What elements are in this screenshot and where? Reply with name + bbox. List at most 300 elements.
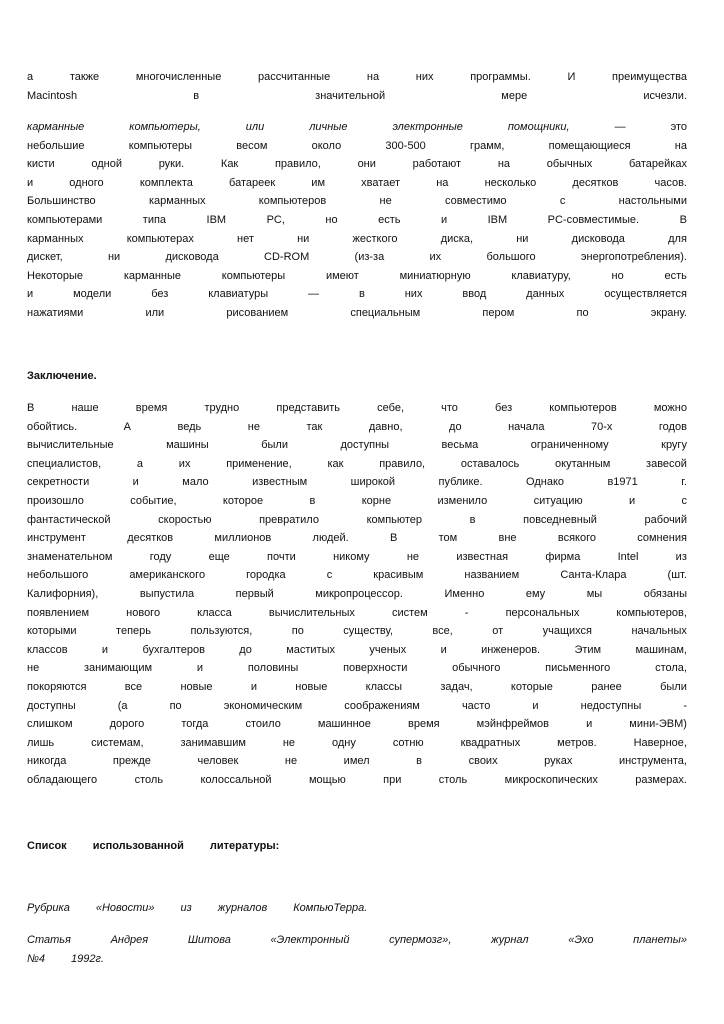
word: начала — [508, 420, 545, 433]
word: письменного — [545, 662, 611, 675]
reference-item-1 — [27, 899, 687, 918]
word: Именно — [444, 587, 485, 600]
word: годов — [658, 420, 687, 433]
word: появлением — [27, 606, 90, 619]
word: хватает — [361, 176, 401, 189]
word: завесой — [646, 457, 687, 470]
word: десятков — [572, 176, 619, 189]
word: без — [151, 288, 169, 301]
word: специальным — [350, 306, 421, 319]
word: экрану. — [650, 306, 687, 319]
word: и — [440, 643, 447, 656]
word: Рубрика — [27, 902, 70, 914]
word: были — [261, 439, 288, 452]
word: и — [250, 680, 257, 693]
word: так — [306, 420, 323, 433]
text-line — [27, 931, 687, 950]
word: в — [358, 288, 365, 301]
word: себе, — [377, 402, 405, 414]
word: г. — [681, 476, 687, 489]
word: клавиатуру, — [511, 269, 571, 282]
word: вычислительных — [268, 606, 355, 619]
word: тогда — [181, 718, 209, 731]
word: ограниченному — [530, 439, 609, 452]
word: изменило — [437, 494, 488, 507]
word: и — [27, 176, 34, 189]
word: в — [309, 494, 316, 507]
word: В — [27, 402, 35, 414]
word: названием — [464, 569, 520, 582]
word: (а — [117, 699, 128, 712]
word: занимающим — [84, 662, 153, 675]
word: ему — [525, 587, 546, 600]
word: Intel — [617, 550, 639, 563]
word: PC, — [266, 213, 285, 226]
word: помещающиеся — [548, 139, 631, 152]
word: все — [124, 680, 143, 693]
word: первый — [235, 587, 274, 600]
word: Статья — [27, 934, 71, 946]
text-line — [27, 174, 687, 193]
word: представить — [276, 402, 341, 414]
text-line — [27, 697, 687, 716]
word: кисти — [27, 158, 55, 171]
word: также — [69, 71, 100, 83]
text-line — [27, 492, 687, 511]
word: доступны — [27, 699, 76, 712]
word: в — [416, 755, 422, 768]
word: обладающего — [27, 773, 98, 786]
word: выпустила — [139, 587, 195, 600]
word: и — [196, 662, 204, 675]
word: десятков — [127, 532, 174, 545]
word: машинное — [317, 718, 371, 731]
word: руки. — [158, 158, 185, 171]
word: журналов — [217, 902, 268, 914]
word: на — [436, 176, 449, 189]
word: (шт. — [667, 569, 687, 582]
word: помощники, — [507, 121, 570, 133]
word: миниатюрную — [399, 269, 471, 282]
word: работают — [412, 158, 462, 171]
word: ни — [516, 232, 529, 245]
word: ввод — [462, 288, 487, 301]
word: не — [406, 550, 420, 563]
word: занимавшим — [180, 736, 246, 749]
word: обойтись. — [27, 420, 78, 433]
word: (из-за — [354, 251, 385, 264]
word: новые — [295, 680, 328, 693]
word: имеют — [325, 269, 359, 282]
word: для — [668, 232, 687, 245]
word: не — [284, 755, 298, 768]
word: Некоторые — [27, 269, 84, 282]
word: мини-ЭВМ) — [629, 718, 687, 731]
word: корне — [361, 494, 392, 507]
word: мало — [182, 476, 209, 489]
word: И — [567, 71, 576, 83]
word: правило, — [274, 158, 321, 171]
word: им — [311, 176, 326, 189]
text-line — [27, 585, 687, 604]
word: преимущества — [612, 71, 687, 83]
word: часто — [461, 699, 491, 712]
text-line — [27, 155, 687, 174]
word: но — [611, 269, 624, 282]
word: А — [123, 420, 132, 433]
word: компьютеры, — [129, 121, 201, 133]
word: Однако — [526, 476, 564, 489]
word: комплекта — [139, 176, 193, 189]
word: - — [683, 699, 687, 712]
word: году — [149, 550, 172, 563]
word: дисковода — [571, 232, 625, 245]
word: что — [441, 402, 458, 414]
word: инженеров. — [481, 643, 541, 656]
word: класса — [197, 606, 232, 619]
word: клавиатуры — [208, 288, 269, 301]
word: компьютеры — [221, 269, 286, 282]
word: «Новости» — [95, 902, 155, 914]
word: компьютеров — [549, 402, 617, 414]
word: применение, — [226, 457, 292, 470]
word: В — [390, 532, 398, 545]
word: весьма — [441, 439, 479, 452]
word: нет — [237, 232, 254, 245]
word: по — [169, 699, 182, 712]
word: при — [383, 773, 402, 786]
word: ученых — [369, 643, 407, 656]
word: карманных — [27, 232, 84, 245]
word: систем — [391, 606, 428, 619]
word: 300-500 — [385, 139, 426, 152]
word: слишком — [27, 718, 73, 731]
word: осуществляется — [604, 288, 687, 301]
word: них — [404, 288, 423, 301]
word: из — [675, 550, 687, 563]
word: известным — [252, 476, 308, 489]
word: рисованием — [226, 306, 289, 319]
word: а — [27, 71, 34, 83]
word: по — [576, 306, 589, 319]
text-line — [27, 118, 687, 137]
word: метров. — [557, 736, 597, 749]
word: электронные — [392, 121, 463, 133]
word: нового — [126, 606, 161, 619]
word: использованной — [92, 840, 184, 852]
word: задач, — [440, 680, 473, 693]
word: — — [614, 121, 626, 133]
word: фантастической — [27, 513, 111, 526]
word: мэйнфреймов — [476, 718, 550, 731]
word: в — [469, 513, 476, 526]
word: как — [327, 457, 344, 470]
word: скоростью — [158, 513, 212, 526]
word: супермозг», — [389, 934, 452, 946]
word: время — [135, 402, 168, 414]
word: прежде — [112, 755, 151, 768]
word: существу, — [343, 625, 393, 638]
word: фирма — [545, 550, 581, 563]
word: и — [628, 494, 636, 507]
word: мы — [586, 587, 603, 600]
word: сомнения — [637, 532, 687, 545]
word: Калифорния), — [27, 587, 99, 600]
word: — — [308, 288, 320, 301]
word: небольшие — [27, 139, 85, 152]
word: жесткого — [352, 232, 398, 245]
word: рабочий — [644, 513, 687, 526]
word: миллионов — [214, 532, 272, 545]
word: с — [559, 195, 566, 208]
word: батареек — [229, 176, 276, 189]
word: обычного — [452, 662, 501, 675]
word: которое — [222, 494, 264, 507]
word: они — [357, 158, 376, 171]
word: в — [193, 89, 200, 102]
word: колоссальной — [200, 773, 272, 786]
word: типа — [142, 213, 167, 226]
word: размерах. — [635, 773, 687, 786]
word: весом — [236, 139, 268, 152]
text-line — [27, 68, 687, 87]
word: время — [407, 718, 440, 731]
word: превратило — [259, 513, 319, 526]
word: на — [674, 139, 687, 152]
text-line — [27, 436, 687, 455]
text-line — [27, 285, 687, 304]
text-line — [27, 771, 687, 790]
text-line — [27, 267, 687, 286]
word: имел — [343, 755, 370, 768]
text-line — [27, 734, 687, 753]
word: машины — [166, 439, 209, 452]
word: по — [291, 625, 304, 638]
word: ситуацию — [533, 494, 583, 507]
word: батарейках — [628, 158, 687, 171]
word: квадратных — [460, 736, 521, 749]
text-line — [27, 715, 687, 734]
word: системам, — [91, 736, 144, 749]
word: кругу — [661, 439, 687, 452]
word: были — [660, 680, 687, 693]
word: людей. — [312, 532, 349, 545]
word: Наверное, — [633, 736, 687, 749]
word: пользуются, — [190, 625, 253, 638]
word: столь — [438, 773, 468, 786]
text-line — [27, 837, 687, 856]
word: вне — [498, 532, 517, 545]
text-line — [27, 604, 687, 623]
word: красивым — [373, 569, 424, 582]
word: 70-х — [590, 420, 613, 433]
word: мощью — [308, 773, 346, 786]
word: ни — [297, 232, 310, 245]
word: PC-совместимые. — [547, 213, 640, 226]
word: рассчитанные — [258, 71, 331, 83]
word: одной — [91, 158, 122, 171]
word: пером — [482, 306, 515, 319]
word: значительной — [315, 89, 386, 102]
word: трудно — [204, 402, 240, 414]
heading-references — [27, 837, 687, 856]
word: Большинство — [27, 195, 96, 208]
word: и — [440, 213, 448, 226]
word: на — [497, 158, 511, 171]
word: стоило — [245, 718, 281, 731]
word: наше — [71, 402, 99, 414]
word: до — [449, 420, 462, 433]
text-line — [27, 192, 687, 211]
word: все, — [432, 625, 453, 638]
word: личные — [309, 121, 348, 133]
word: окутанным — [555, 457, 611, 470]
word: одного — [69, 176, 104, 189]
word: своих — [468, 755, 498, 768]
word: Этим — [574, 643, 602, 656]
word: компьютерами — [27, 213, 103, 226]
word: компьютеров, — [616, 606, 687, 619]
word: есть — [664, 269, 687, 282]
word: из — [180, 902, 192, 914]
word: грамм, — [470, 139, 505, 152]
text-line — [27, 248, 687, 267]
word: и — [27, 288, 34, 301]
word: событие, — [130, 494, 177, 507]
word: можно — [653, 402, 687, 414]
word: планеты» — [633, 934, 687, 946]
word: ни — [107, 251, 121, 264]
text-line — [27, 566, 687, 585]
word: инструмента, — [618, 755, 687, 768]
paragraph-continuation — [27, 68, 687, 105]
word: 1992г. — [71, 952, 104, 965]
word: В — [679, 213, 687, 226]
word: мере — [501, 89, 528, 102]
word: часов. — [654, 176, 687, 189]
word: половины — [247, 662, 299, 675]
word: литературы: — [209, 840, 280, 852]
word: которые — [510, 680, 553, 693]
text-line — [27, 399, 687, 418]
word: это — [670, 121, 687, 133]
text-line — [27, 418, 687, 437]
word: есть — [378, 213, 401, 226]
word: данных — [526, 288, 565, 301]
word: не — [282, 736, 296, 749]
word: модели — [73, 288, 112, 301]
word: дорого — [109, 718, 145, 731]
word: IBM — [206, 213, 227, 226]
word: знаменательном — [27, 550, 113, 563]
word: теперь — [116, 625, 151, 638]
word: инструмент — [27, 532, 86, 545]
word: человек — [197, 755, 239, 768]
word: экономическим — [223, 699, 303, 712]
word: ведь — [177, 420, 202, 433]
word: до — [239, 643, 252, 656]
word: энергопотребления). — [580, 251, 687, 264]
word: но — [325, 213, 338, 226]
text-line — [27, 899, 687, 918]
word: дисковода — [165, 251, 219, 264]
word: и — [586, 718, 593, 731]
word: нажатиями — [27, 306, 84, 319]
word: произошло — [27, 494, 84, 507]
word: поверхности — [343, 662, 408, 675]
word: оставалось — [460, 457, 520, 470]
word: микропроцессор. — [315, 587, 403, 600]
word: давно, — [368, 420, 403, 433]
word: около — [311, 139, 342, 152]
text-line — [27, 455, 687, 474]
word: обычных — [546, 158, 593, 171]
text-line — [27, 473, 687, 492]
word: не — [379, 195, 392, 208]
word: Санта-Клара — [560, 569, 627, 582]
word: а — [136, 457, 144, 470]
word: лишь — [27, 736, 55, 749]
word: классов — [27, 643, 68, 656]
word: покоряются — [27, 680, 87, 693]
word: их — [429, 251, 442, 264]
word: не — [27, 662, 40, 675]
word: карманные — [123, 269, 181, 282]
word: диска, — [440, 232, 474, 245]
word: КомпьюТерра. — [293, 902, 368, 914]
word: маститых — [286, 643, 335, 656]
word: карманные — [27, 121, 85, 133]
word: компьютерах — [126, 232, 194, 245]
word: Список — [27, 840, 67, 852]
word: с — [326, 569, 333, 582]
word: классы — [365, 680, 403, 693]
word: начальных — [631, 625, 687, 638]
text-line — [27, 678, 687, 697]
word: учащихся — [542, 625, 592, 638]
word: совместимо — [445, 195, 507, 208]
word: машинам, — [635, 643, 687, 656]
word: сотню — [392, 736, 424, 749]
text-line — [27, 641, 687, 660]
word: них — [415, 71, 434, 83]
word: широкой — [350, 476, 396, 489]
word: специалистов, — [27, 457, 102, 470]
word: «Электронный — [270, 934, 350, 946]
word: и — [132, 476, 139, 489]
text-line — [27, 752, 687, 771]
word: недоступны — [580, 699, 642, 712]
word: почти — [267, 550, 296, 563]
word: компьютер — [366, 513, 423, 526]
word: журнал — [491, 934, 529, 946]
word: стола, — [655, 662, 687, 675]
paragraph-conclusion — [27, 399, 687, 789]
word: несколько — [484, 176, 537, 189]
word: соображениям — [344, 699, 420, 712]
word: большого — [486, 251, 536, 264]
word: которыми — [27, 625, 77, 638]
word: многочисленные — [135, 71, 222, 83]
word: не — [247, 420, 260, 433]
word: американского — [129, 569, 206, 582]
word: ранее — [591, 680, 622, 693]
word: всякого — [557, 532, 596, 545]
word: и — [532, 699, 539, 712]
text-line — [27, 548, 687, 567]
word: исчезли. — [643, 89, 687, 102]
word: еще — [208, 550, 230, 563]
